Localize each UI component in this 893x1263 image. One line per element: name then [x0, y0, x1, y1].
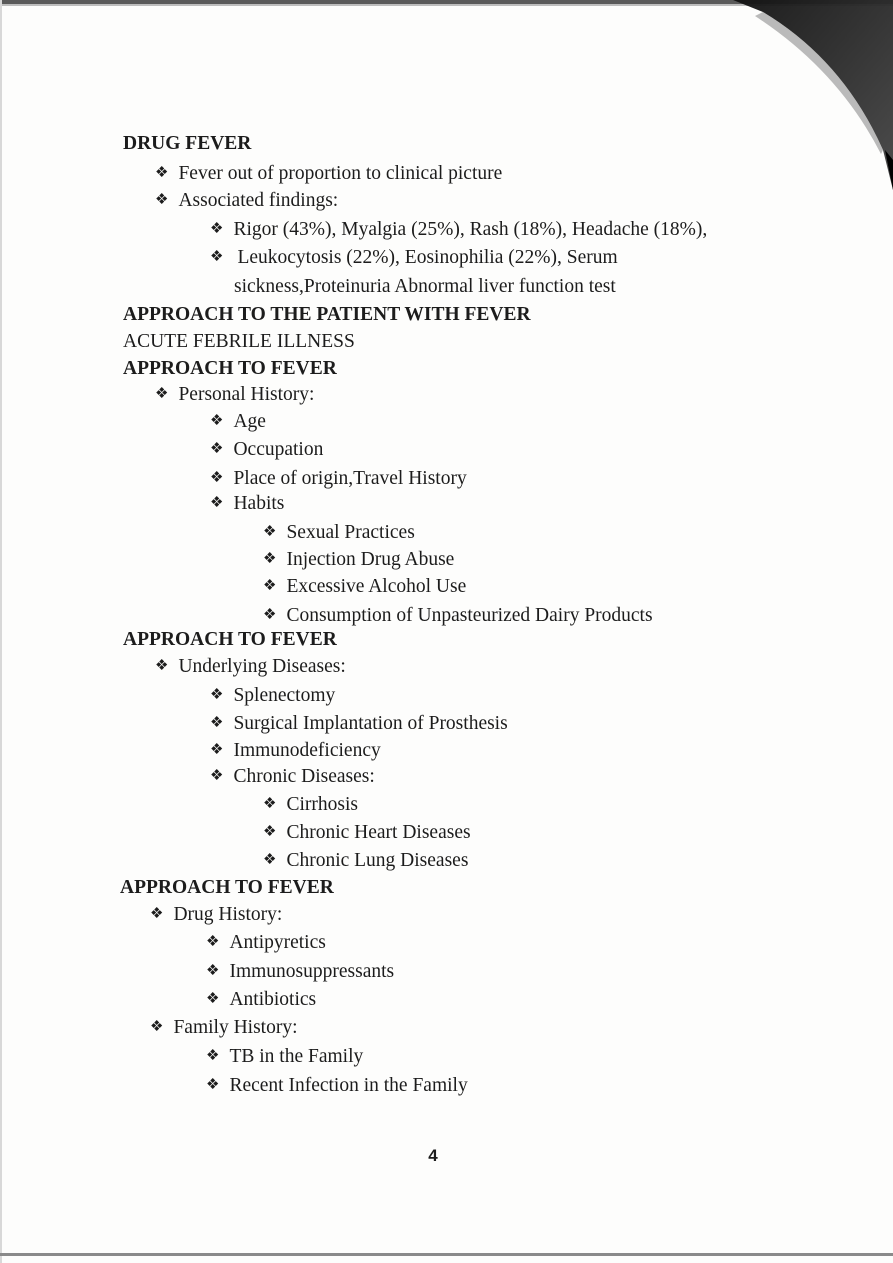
diamond-bullet-icon: ❖ — [210, 441, 224, 457]
heading-drug-fever: DRUG FEVER — [123, 133, 252, 154]
list-item: ❖ Habits — [210, 493, 285, 514]
list-item: ❖ TB in the Family — [206, 1046, 364, 1067]
list-item: ❖ Sexual Practices — [263, 522, 415, 543]
scan-edge-bottom — [0, 1253, 893, 1256]
list-item: ❖ Immunodeficiency — [210, 740, 381, 761]
list-item: ❖ Excessive Alcohol Use — [263, 576, 467, 597]
diamond-bullet-icon: ❖ — [206, 1048, 220, 1064]
subheading-acute-febrile-illness: ACUTE FEBRILE ILLNESS — [123, 331, 355, 352]
diamond-bullet-icon: ❖ — [150, 1019, 164, 1035]
diamond-bullet-icon: ❖ — [210, 715, 224, 731]
diamond-bullet-icon: ❖ — [206, 963, 220, 979]
list-item: ❖ Antibiotics — [206, 989, 317, 1010]
diamond-bullet-icon: ❖ — [155, 658, 169, 674]
list-item: ❖ Occupation — [210, 439, 324, 460]
list-item: ❖ Splenectomy — [210, 685, 336, 706]
diamond-bullet-icon: ❖ — [210, 768, 224, 784]
diamond-bullet-icon: ❖ — [155, 192, 169, 208]
list-item: ❖ Chronic Lung Diseases — [263, 850, 469, 871]
list-item: ❖ Personal History: — [155, 384, 315, 405]
list-item: ❖ Chronic Heart Diseases — [263, 822, 471, 843]
diamond-bullet-icon: ❖ — [210, 687, 224, 703]
heading-approach-fever: APPROACH TO FEVER — [120, 877, 334, 898]
list-item: ❖ Surgical Implantation of Prosthesis — [210, 713, 508, 734]
list-item: ❖ Place of origin,Travel History — [210, 468, 467, 489]
list-item: ❖ Consumption of Unpasteurized Dairy Products — [263, 605, 653, 626]
diamond-bullet-icon: ❖ — [206, 991, 220, 1007]
list-item: ❖ Leukocytosis (22%), Eosinophilia (22%), Serum — [210, 247, 618, 268]
list-item: ❖ Age — [210, 411, 266, 432]
list-item: ❖ Antipyretics — [206, 932, 326, 953]
diamond-bullet-icon: ❖ — [206, 1077, 220, 1093]
diamond-bullet-icon: ❖ — [210, 413, 224, 429]
list-item: ❖ Chronic Diseases: — [210, 766, 375, 787]
heading-approach-fever: APPROACH TO FEVER — [123, 629, 337, 650]
list-item: ❖ Rigor (43%), Myalgia (25%), Rash (18%), Headache (18%), — [210, 219, 708, 240]
heading-approach-fever: APPROACH TO FEVER — [123, 358, 337, 379]
diamond-bullet-icon: ❖ — [150, 906, 164, 922]
diamond-bullet-icon: ❖ — [263, 524, 277, 540]
diamond-bullet-icon: ❖ — [210, 495, 224, 511]
diamond-bullet-icon: ❖ — [263, 852, 277, 868]
diamond-bullet-icon: ❖ — [263, 607, 277, 623]
diamond-bullet-icon: ❖ — [206, 934, 220, 950]
diamond-bullet-icon: ❖ — [155, 386, 169, 402]
list-item: ❖ Injection Drug Abuse — [263, 549, 455, 570]
folded-corner-shadow — [733, 0, 893, 190]
page-number: 4 — [428, 1146, 438, 1165]
list-item: ❖ Family History: — [150, 1017, 298, 1038]
list-item: ❖ Associated findings: — [155, 190, 339, 211]
list-item: ❖ Immunosuppressants — [206, 961, 395, 982]
scan-edge-left — [0, 0, 2, 1263]
list-item: ❖ Underlying Diseases: — [155, 656, 346, 677]
diamond-bullet-icon: ❖ — [263, 824, 277, 840]
list-item-continuation: sickness,Proteinuria Abnormal liver function test — [234, 276, 616, 297]
diamond-bullet-icon: ❖ — [263, 551, 277, 567]
diamond-bullet-icon: ❖ — [263, 578, 277, 594]
diamond-bullet-icon: ❖ — [210, 221, 224, 237]
diamond-bullet-icon: ❖ — [155, 165, 169, 181]
list-item: ❖ Drug History: — [150, 904, 283, 925]
diamond-bullet-icon: ❖ — [263, 796, 277, 812]
list-item: ❖ Recent Infection in the Family — [206, 1075, 468, 1096]
diamond-bullet-icon: ❖ — [210, 470, 224, 486]
heading-approach-patient: APPROACH TO THE PATIENT WITH FEVER — [123, 304, 531, 325]
diamond-bullet-icon: ❖ — [210, 742, 224, 758]
list-item: ❖ Fever out of proportion to clinical picture — [155, 163, 503, 184]
list-item: ❖ Cirrhosis — [263, 794, 358, 815]
diamond-bullet-icon: ❖ — [210, 249, 224, 265]
